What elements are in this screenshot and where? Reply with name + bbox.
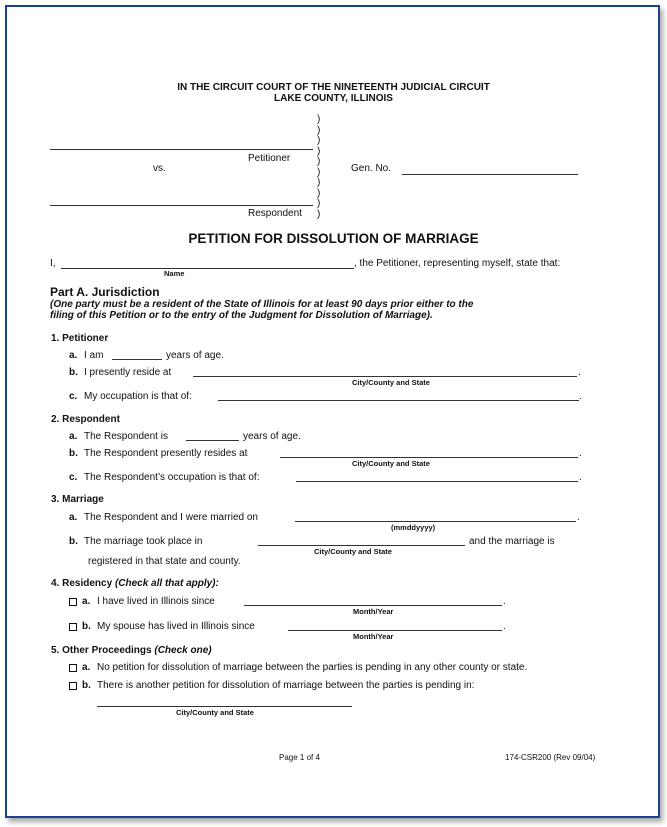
section-5-heading: 5. Other Proceedings (Check one) xyxy=(51,645,212,656)
court-name: IN THE CIRCUIT COURT OF THE NINETEENTH JUDICIAL CIRCUIT xyxy=(177,82,490,93)
s4-b-label: Month/Year xyxy=(353,632,394,641)
s1-c-letter: c. xyxy=(69,391,78,402)
respondent-name-line[interactable] xyxy=(50,205,313,206)
s3-a-text: The Respondent and I were married on xyxy=(84,512,258,523)
s2-b-letter: b. xyxy=(69,448,78,459)
s1-c-text: My occupation is that of: xyxy=(84,391,192,402)
s4-b-text: My spouse has lived in Illinois since xyxy=(97,621,255,632)
petitioner-residence-line[interactable] xyxy=(193,376,577,377)
gen-no-label: Gen. No. xyxy=(351,163,392,174)
petitioner-label: Petitioner xyxy=(248,153,291,164)
s1-a-letter: a. xyxy=(69,350,78,361)
s4-a-text: I have lived in Illinois since xyxy=(97,596,215,607)
form-number: 174-CSR200 (Rev 09/04) xyxy=(505,753,596,762)
s4-b-letter: b. xyxy=(82,621,91,632)
s5-b-letter: b. xyxy=(82,680,91,691)
period: . xyxy=(578,367,581,378)
s3-b-after: and the marriage is xyxy=(469,536,555,547)
petitioner-residency-date-line[interactable] xyxy=(244,605,502,606)
section-3-heading: 3. Marriage xyxy=(51,494,104,505)
proceedings-b-checkbox[interactable] xyxy=(69,682,77,690)
gen-no-line[interactable] xyxy=(402,174,578,175)
respondent-age-line[interactable] xyxy=(186,440,239,441)
s4-a-letter: a. xyxy=(82,596,91,607)
s2-b-label: City/County and State xyxy=(352,459,430,468)
other-proceeding-location-line[interactable] xyxy=(97,706,352,707)
part-a-note-1: (One party must be a resident of the State of Illinois for at least 90 days prior either to the xyxy=(50,299,474,310)
s1-b-label: City/County and State xyxy=(352,378,430,387)
s5-b-label: City/County and State xyxy=(176,708,254,717)
spouse-residency-date-line[interactable] xyxy=(288,630,502,631)
s2-c-letter: c. xyxy=(69,472,78,483)
respondent-occupation-line[interactable] xyxy=(296,481,578,482)
section-2-heading: 2. Respondent xyxy=(51,414,120,425)
s3-a-label: (mmddyyyy) xyxy=(391,523,436,532)
part-a-note-2: filing of this Petition or to the entry of the Judgment for Dissolution of Marriage). xyxy=(50,310,433,321)
court-county: LAKE COUNTY, ILLINOIS xyxy=(274,93,393,104)
intro-suffix: , the Petitioner, representing myself, state that: xyxy=(354,258,561,269)
proceedings-a-checkbox[interactable] xyxy=(69,664,77,672)
page-number: Page 1 of 4 xyxy=(279,753,320,762)
period: . xyxy=(579,472,582,483)
s2-c-text: The Respondent’s occupation is that of: xyxy=(84,472,260,483)
respondent-label: Respondent xyxy=(248,208,302,219)
s4-a-label: Month/Year xyxy=(353,607,394,616)
s3-b-label: City/County and State xyxy=(314,547,392,556)
part-a-heading: Part A. Jurisdiction xyxy=(50,285,160,299)
period: . xyxy=(579,448,582,459)
s1-b-text: I presently reside at xyxy=(84,367,172,378)
residency-a-checkbox[interactable] xyxy=(69,598,77,606)
intro-prefix: I, xyxy=(50,258,56,269)
s2-a-letter: a. xyxy=(69,431,78,442)
marriage-place-line[interactable] xyxy=(258,545,465,546)
s3-b-text: The marriage took place in xyxy=(84,536,203,547)
petitioner-name-line[interactable] xyxy=(50,149,313,150)
s2-a-pre: The Respondent is xyxy=(84,431,168,442)
s5-a-letter: a. xyxy=(82,662,91,673)
s3-b-line2: registered in that state and county. xyxy=(88,556,241,567)
page-title: PETITION FOR DISSOLUTION OF MARRIAGE xyxy=(188,231,479,246)
section-4-heading: 4. Residency (Check all that apply): xyxy=(51,578,219,589)
period: . xyxy=(503,621,506,632)
petitioner-full-name-line[interactable] xyxy=(61,268,354,269)
respondent-residence-line[interactable] xyxy=(280,457,578,458)
period: . xyxy=(503,596,506,607)
petitioner-occupation-line[interactable] xyxy=(218,400,579,401)
period: . xyxy=(577,512,580,523)
s2-a-post: years of age. xyxy=(243,431,301,442)
petitioner-age-line[interactable] xyxy=(112,359,162,360)
s2-b-text: The Respondent presently resides at xyxy=(84,448,248,459)
s5-a-text: No petition for dissolution of marriage between the parties is pending in any other county or state. xyxy=(97,662,528,673)
document-page xyxy=(5,5,660,818)
marriage-date-line[interactable] xyxy=(295,521,576,522)
residency-b-checkbox[interactable] xyxy=(69,623,77,631)
s1-a-post: years of age. xyxy=(166,350,224,361)
s5-b-text: There is another petition for dissolution of marriage between the parties is pending in: xyxy=(97,680,475,691)
caption-bracket: ) ) ) ) ) ) ) ) ) ) xyxy=(317,114,321,220)
section-1-heading: 1. Petitioner xyxy=(51,333,109,344)
period: . xyxy=(579,391,582,402)
s1-a-pre: I am xyxy=(84,350,104,361)
name-label: Name xyxy=(164,269,185,278)
s3-b-letter: b. xyxy=(69,536,78,547)
s1-b-letter: b. xyxy=(69,367,78,378)
s3-a-letter: a. xyxy=(69,512,78,523)
vs-label: vs. xyxy=(153,163,166,174)
